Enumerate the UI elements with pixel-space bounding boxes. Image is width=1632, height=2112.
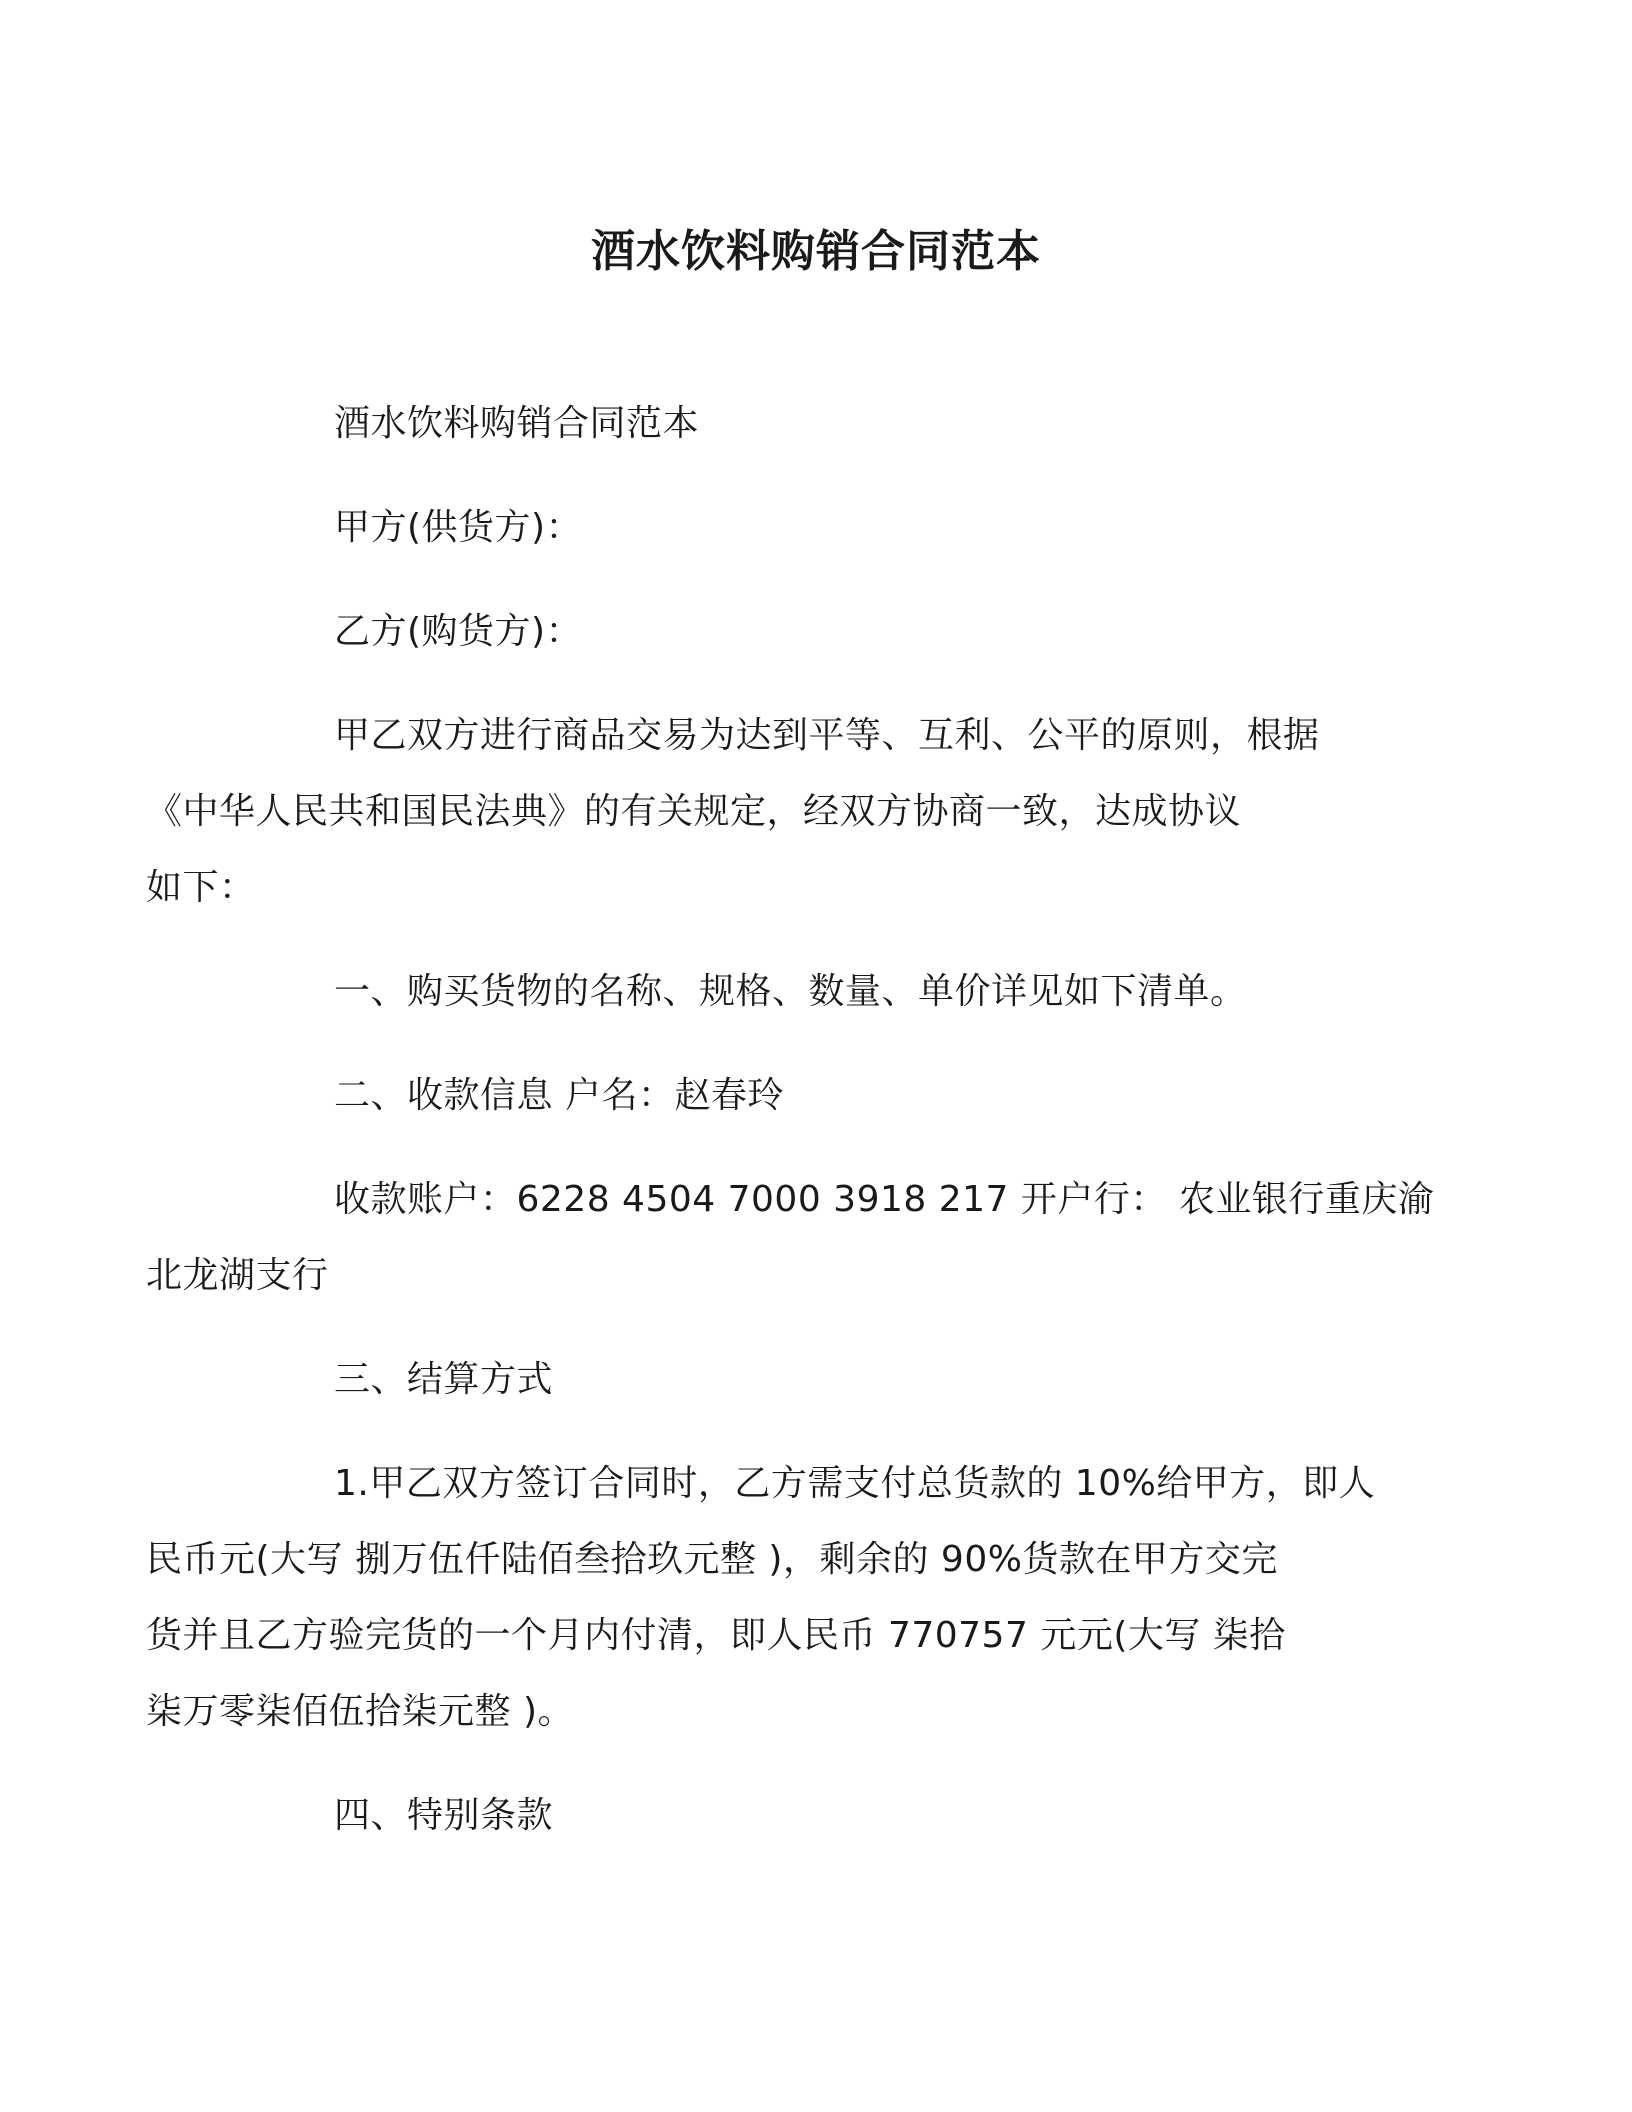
paragraph-line: 一、购买货物的名称、规格、数量、单价详见如下清单。 bbox=[334, 971, 1247, 1012]
clause-2-paragraph bbox=[240, 1058, 1400, 1134]
paragraph-line: 民币元(大写 捌万伍仟陆佰叁拾玖元整 )，剩余的 90%货款在甲方交完 bbox=[146, 1539, 1278, 1580]
account-paragraph bbox=[146, 1162, 1435, 1314]
paragraph-line: 如下： bbox=[146, 867, 256, 908]
paragraph-line: 二、收款信息 户名：赵春玲 bbox=[334, 1075, 784, 1116]
clause-1-paragraph bbox=[240, 954, 1400, 1030]
clause-3-paragraph bbox=[240, 1342, 1400, 1418]
paragraph-line: 四、特别条款 bbox=[334, 1795, 554, 1836]
paragraph-line: 甲乙双方进行商品交易为达到平等、互利、公平的原则，根据 bbox=[334, 715, 1320, 756]
document-title: 酒水饮料购销合同范本 bbox=[591, 226, 1041, 277]
preamble-paragraph bbox=[146, 698, 1400, 926]
paragraph-line: 柒万零柒佰伍拾柒元整 )。 bbox=[146, 1691, 574, 1732]
paragraph-line: 甲方(供货方)： bbox=[334, 507, 583, 548]
paragraph-line: 北龙湖支行 bbox=[146, 1255, 329, 1296]
paragraph-line: 《中华人民共和国民法典》的有关规定，经双方协商一致，达成协议 bbox=[146, 791, 1242, 832]
subtitle-paragraph bbox=[240, 386, 1400, 462]
paragraph-line: 酒水饮料购销合同范本 bbox=[334, 403, 700, 444]
clause-4-paragraph bbox=[240, 1778, 1400, 1854]
party-b-paragraph bbox=[240, 594, 1400, 670]
settlement-paragraph bbox=[146, 1446, 1400, 1750]
paragraph-line: 货并且乙方验完货的一个月内付清，即人民币 770757 元元(大写 柒拾 bbox=[146, 1615, 1286, 1656]
document-body bbox=[146, 386, 1435, 1854]
paragraph-line: 三、结算方式 bbox=[334, 1359, 554, 1400]
paragraph-line: 1.甲乙双方签订合同时，乙方需支付总货款的 10%给甲方，即人 bbox=[334, 1463, 1376, 1504]
paragraph-line: 乙方(购货方)： bbox=[334, 611, 583, 652]
paragraph-line: 收款账户：6228 4504 7000 3918 217 开户行： 农业银行重庆渝 bbox=[334, 1179, 1435, 1220]
party-a-paragraph bbox=[240, 490, 1400, 566]
